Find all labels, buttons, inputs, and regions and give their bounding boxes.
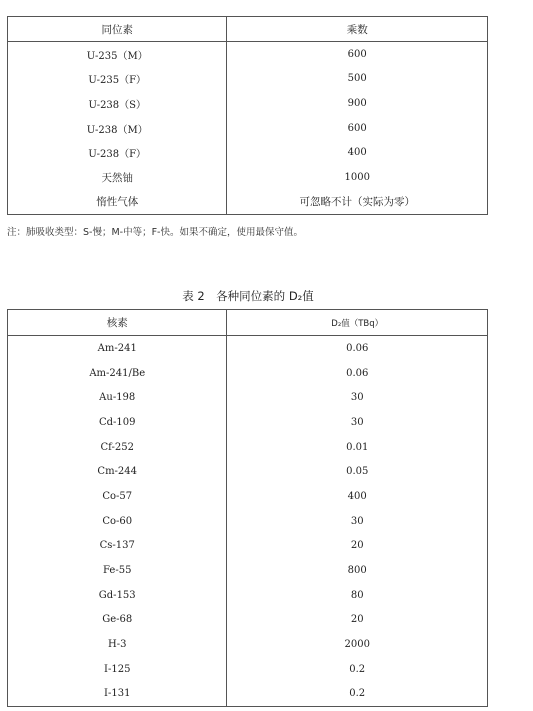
table-header-row xyxy=(8,310,488,336)
d2-value-cell: 30 xyxy=(227,509,488,534)
isotope-cell: U-235（M） xyxy=(8,42,227,67)
d2-value-cell: 0.05 xyxy=(227,459,488,484)
d2-value-cell: 0.06 xyxy=(227,361,488,386)
nuclide-cell: Cf-252 xyxy=(8,435,227,460)
d2-value-cell: 800 xyxy=(227,558,488,583)
table-row xyxy=(8,632,488,657)
table-row xyxy=(8,534,488,559)
nuclide-cell: I-131 xyxy=(8,682,227,707)
nuclide-cell: I-125 xyxy=(8,657,227,682)
isotope-cell: U-238（M） xyxy=(8,116,227,141)
multiplier-cell: 1000 xyxy=(227,165,488,190)
nuclide-cell: H-3 xyxy=(8,632,227,657)
multiplier-cell: 900 xyxy=(227,91,488,116)
multiplier-cell: 600 xyxy=(227,42,488,67)
nuclide-cell: Au-198 xyxy=(8,385,227,410)
header-isotope: 同位素 xyxy=(8,17,227,42)
nuclide-cell: Cd-109 xyxy=(8,410,227,435)
d2-value-cell: 30 xyxy=(227,385,488,410)
table-row xyxy=(8,484,488,509)
table-row xyxy=(8,435,488,460)
d2-value-cell: 30 xyxy=(227,410,488,435)
table-row xyxy=(8,509,488,534)
d2-value-cell: 400 xyxy=(227,484,488,509)
table-row xyxy=(8,165,488,190)
table-note: 注：肺吸收类型：S-慢；M-中等；F-快。如果不确定，使用最保守值。 xyxy=(7,227,303,238)
d2-value-cell: 20 xyxy=(227,534,488,559)
d2-table-body xyxy=(8,336,488,707)
isotope-cell: 惰性气体 xyxy=(8,190,227,215)
nuclide-cell: Cs-137 xyxy=(8,534,227,559)
isotope-cell: U-235（F） xyxy=(8,67,227,92)
table-row xyxy=(8,657,488,682)
table-row xyxy=(8,558,488,583)
table-row xyxy=(8,410,488,435)
multiplier-cell: 600 xyxy=(227,116,488,141)
nuclide-cell: Ge-68 xyxy=(8,608,227,633)
nuclide-cell: Co-57 xyxy=(8,484,227,509)
table-row xyxy=(8,608,488,633)
nuclide-cell: Gd-153 xyxy=(8,583,227,608)
header-d2-value: D₂值（TBq） xyxy=(227,310,488,336)
nuclide-cell: Am-241/Be xyxy=(8,361,227,386)
multiplier-cell: 500 xyxy=(227,67,488,92)
multiplier-table xyxy=(7,16,488,215)
table-row xyxy=(8,385,488,410)
multiplier-cell: 可忽略不计（实际为零） xyxy=(227,190,488,215)
table-row xyxy=(8,361,488,386)
table-row xyxy=(8,682,488,707)
header-nuclide: 核素 xyxy=(8,310,227,336)
nuclide-cell: Fe-55 xyxy=(8,558,227,583)
table-row xyxy=(8,42,488,67)
multiplier-cell: 400 xyxy=(227,140,488,165)
table-header-row xyxy=(8,17,488,42)
table-row xyxy=(8,67,488,92)
table2-caption: 表 2 各种同位素的 D₂值 xyxy=(182,289,314,303)
table-row xyxy=(8,91,488,116)
nuclide-cell: Am-241 xyxy=(8,336,227,361)
nuclide-cell: Cm-244 xyxy=(8,459,227,484)
d2-value-cell: 20 xyxy=(227,608,488,633)
nuclide-cell: Co-60 xyxy=(8,509,227,534)
isotope-cell: U-238（S） xyxy=(8,91,227,116)
table-row xyxy=(8,336,488,361)
d2-value-cell: 0.2 xyxy=(227,657,488,682)
d2-value-cell: 0.2 xyxy=(227,682,488,707)
isotope-cell: U-238（F） xyxy=(8,140,227,165)
table-row xyxy=(8,140,488,165)
table-row xyxy=(8,583,488,608)
d2-value-table xyxy=(7,309,488,707)
table-row xyxy=(8,116,488,141)
d2-value-cell: 0.01 xyxy=(227,435,488,460)
isotope-cell: 天然铀 xyxy=(8,165,227,190)
d2-value-cell: 0.06 xyxy=(227,336,488,361)
header-multiplier: 乘数 xyxy=(227,17,488,42)
table-row xyxy=(8,190,488,215)
d2-value-cell: 80 xyxy=(227,583,488,608)
d2-value-cell: 2000 xyxy=(227,632,488,657)
table-row xyxy=(8,459,488,484)
